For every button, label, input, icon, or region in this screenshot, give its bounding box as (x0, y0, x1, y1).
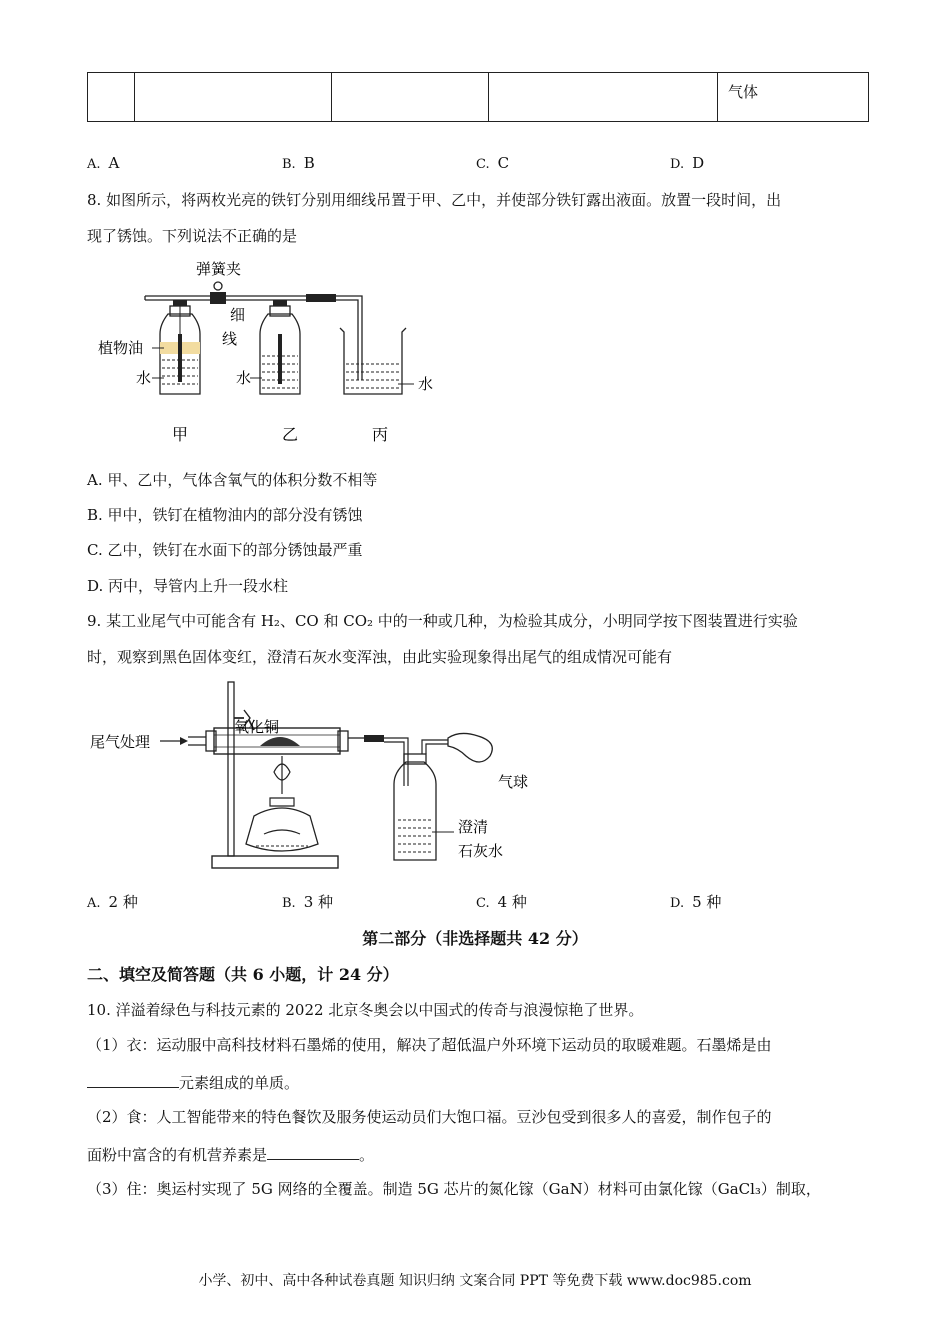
label-balloon: 气球 (498, 773, 529, 791)
label-water-yi: 水 (236, 369, 252, 387)
label-lime-2: 石灰水 (458, 842, 504, 860)
label-yi: 乙 (282, 425, 299, 444)
question-table (87, 72, 869, 122)
q10-part2-line2: 面粉中富含的有机营养素是 。 (87, 1143, 374, 1165)
label-tail-gas: 尾气处理 (90, 733, 151, 751)
q8-stem-line2: 现了锈蚀。下列说法不正确的是 (87, 227, 298, 245)
label-lime-1: 澄清 (458, 818, 489, 836)
part2-title: 第二部分（非选择题共 42 分） (362, 929, 588, 948)
table-cell (135, 73, 332, 122)
table-cell (489, 73, 718, 122)
q8-option-a[interactable]: A. 甲、乙中，气体含氧气的体积分数不相等 (87, 471, 378, 489)
q10-intro: 10. 洋溢着绿色与科技元素的 2022 北京冬奥会以中国式的传奇与浪漫惊艳了世界。 (87, 1001, 644, 1019)
q8-option-b[interactable]: B. 甲中，铁钉在植物油内的部分没有锈蚀 (87, 506, 363, 524)
q9-apparatus-figure (88, 676, 538, 876)
q9-option-c[interactable]: C. 4 种 (476, 893, 527, 911)
q10-part1-line2: 元素组成的单质。 (87, 1071, 299, 1093)
q10-part3-line1: （3）住：奥运村实现了 5G 网络的全覆盖。制造 5G 芯片的氮化镓（GaN）材料可由氯化镓（GaCl₃）制取， (87, 1180, 821, 1198)
q10-part2-line1: （2）食：人工智能带来的特色餐饮及服务使运动员们大饱口福。豆沙包受到很多人的喜爱，制作包子的 (87, 1108, 772, 1126)
q9-option-a[interactable]: A. 2 种 (87, 893, 138, 911)
label-cuo: 氧化铜 (234, 718, 280, 736)
label-spring-clip: 弹簧夹 (196, 260, 242, 278)
q8-option-c[interactable]: C. 乙中，铁钉在水面下的部分锈蚀最严重 (87, 541, 363, 559)
q9-stem-line2: 时，观察到黑色固体变红，澄清石灰水变浑浊，由此实验现象得出尾气的组成情况可能有 (87, 648, 673, 666)
answer-blank-2[interactable] (267, 1143, 359, 1160)
q7-option-d[interactable]: D. D (670, 154, 705, 172)
q7-option-b[interactable]: B. B (282, 154, 315, 172)
q8-apparatus-figure (90, 252, 450, 452)
label-water-jia: 水 (136, 369, 152, 387)
label-bing: 丙 (372, 425, 389, 444)
q9-stem-line1: 9. 某工业尾气中可能含有 H₂、CO 和 CO₂ 中的一种或几种，为检验其成分，小明同学按下图装置进行实验 (87, 612, 798, 630)
q8-option-d[interactable]: D. 丙中，导管内上升一段水柱 (87, 577, 289, 595)
label-thin-line-2: 线 (222, 330, 238, 348)
q10-part1-line1: （1）衣：运动服中高科技材料石墨烯的使用，解决了超低温户外环境下运动员的取暖难题。石墨烯是由 (87, 1036, 772, 1054)
label-veg-oil: 植物油 (98, 339, 144, 357)
table-cell-gas: 气体 (718, 73, 869, 122)
page-footer: 小学、初中、高中各种试卷真题 知识归纳 文案合同 PPT 等免费下载 www.doc985.com (198, 1273, 752, 1289)
section2-title: 二、填空及简答题（共 6 小题，计 24 分） (87, 965, 399, 984)
q9-option-b[interactable]: B. 3 种 (282, 893, 333, 911)
q8-stem-line1: 8. 如图所示，将两枚光亮的铁钉分别用细线吊置于甲、乙中，并使部分铁钉露出液面。放置一段时间，出 (87, 191, 782, 209)
answer-blank-1[interactable] (87, 1071, 179, 1088)
label-water-bing: 水 (418, 375, 434, 393)
label-jia: 甲 (172, 425, 189, 444)
q7-option-a[interactable]: A. A (87, 154, 120, 172)
table-cell (332, 73, 489, 122)
q7-option-c[interactable]: C. C (476, 154, 510, 172)
q9-option-d[interactable]: D. 5 种 (670, 893, 722, 911)
table-cell (88, 73, 135, 122)
label-thin-line-1: 细 (230, 306, 246, 324)
